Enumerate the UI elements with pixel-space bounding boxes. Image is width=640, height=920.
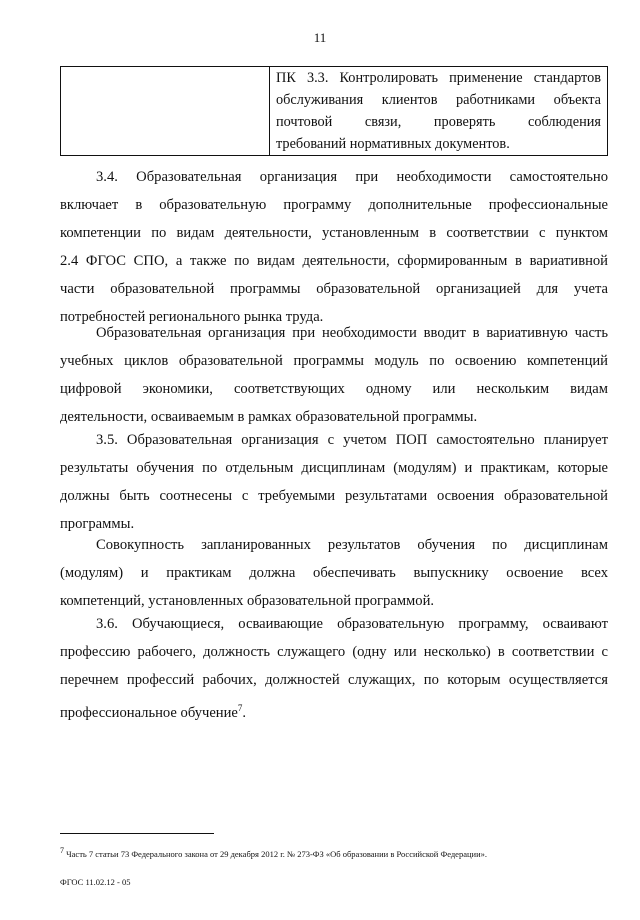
text-line: цифровой экономики, соответствующих одному или нескольким видам xyxy=(60,381,608,397)
text-line: компетенций, установленных образовательной программой. xyxy=(60,593,435,609)
paragraph-3-5 xyxy=(60,426,608,538)
text-line: части образовательной программы образовательной организацией для учета xyxy=(60,281,608,297)
competency-table xyxy=(60,66,608,156)
text-line: программы. xyxy=(60,516,135,532)
text-line: 3.4. Образовательная организация при необходимости самостоятельно xyxy=(96,169,608,185)
text-line: 2.4 ФГОС СПО, а также по видам деятельности, сформированным в вариативной xyxy=(60,253,608,269)
text-line: (модулям) и практикам должна обеспечивать выпускнику освоение всех xyxy=(60,565,608,581)
footnote-reference[interactable]: 7 xyxy=(237,703,243,713)
text-line: компетенции по видам деятельности, установленным в соответствии с пунктом xyxy=(60,225,608,241)
text-line: профессиональное обучение$^7$. xyxy=(60,703,247,721)
table-line: требований нормативных документов. xyxy=(276,136,510,152)
text-line: Совокупность запланированных результатов обучения по дисциплинам xyxy=(96,537,608,553)
page-number: 11 xyxy=(313,30,327,45)
footnote-mark: 7 xyxy=(60,846,64,855)
paragraph-digital-module xyxy=(60,319,608,431)
text-line: деятельности, осваиваемым в рамках образовательной программы. xyxy=(60,409,478,425)
table-line: ПК 3.3. Контролировать применение стандартов xyxy=(276,70,601,86)
text-line: перечнем профессий рабочих, должностей служащих, по которым осуществляется xyxy=(60,672,608,688)
paragraph-learning-results xyxy=(60,531,608,615)
table-empty-cell xyxy=(61,67,270,156)
footnote-divider xyxy=(60,833,214,834)
table-competency-cell xyxy=(270,67,608,156)
paragraph-3-6 xyxy=(60,610,608,722)
text-line: Образовательная организация при необходимости вводит в вариативную часть xyxy=(96,325,608,341)
text-line: учебных циклов образовательной программы модуль по освоению компетенций xyxy=(60,353,608,369)
text-line: должны быть соотнесены с требуемыми результатами освоения образовательной xyxy=(60,488,608,504)
text-line-content: профессиональное обучение xyxy=(60,705,238,721)
footnote-text: Часть 7 статьи 73 Федерального закона от 29 декабря 2012 г. № 273-ФЗ «Об образовании в Российской Федерации». xyxy=(66,849,487,859)
text-line: профессию рабочего, должность служащего (одну или несколько) в соответствии с xyxy=(60,644,608,660)
text-line: потребностей регионального рынка труда. xyxy=(60,309,324,325)
table-line: почтовой связи, проверять соблюдения xyxy=(276,114,601,130)
text-line: включает в образовательную программу дополнительные профессиональные xyxy=(60,197,608,213)
text-line: результаты обучения по отдельным дисциплинам (модулям) и практикам, которые xyxy=(60,460,608,476)
footnote xyxy=(60,846,620,859)
table-line: обслуживания клиентов работниками объекта xyxy=(276,92,601,108)
paragraph-3-4 xyxy=(60,163,608,331)
document-code: ФГОС 11.02.12 - 05 xyxy=(60,877,131,887)
text-line: 3.5. Образовательная организация с учетом ПОП самостоятельно планирует xyxy=(96,432,608,448)
text-line: 3.6. Обучающиеся, осваивающие образовательную программу, осваивают xyxy=(96,616,608,632)
